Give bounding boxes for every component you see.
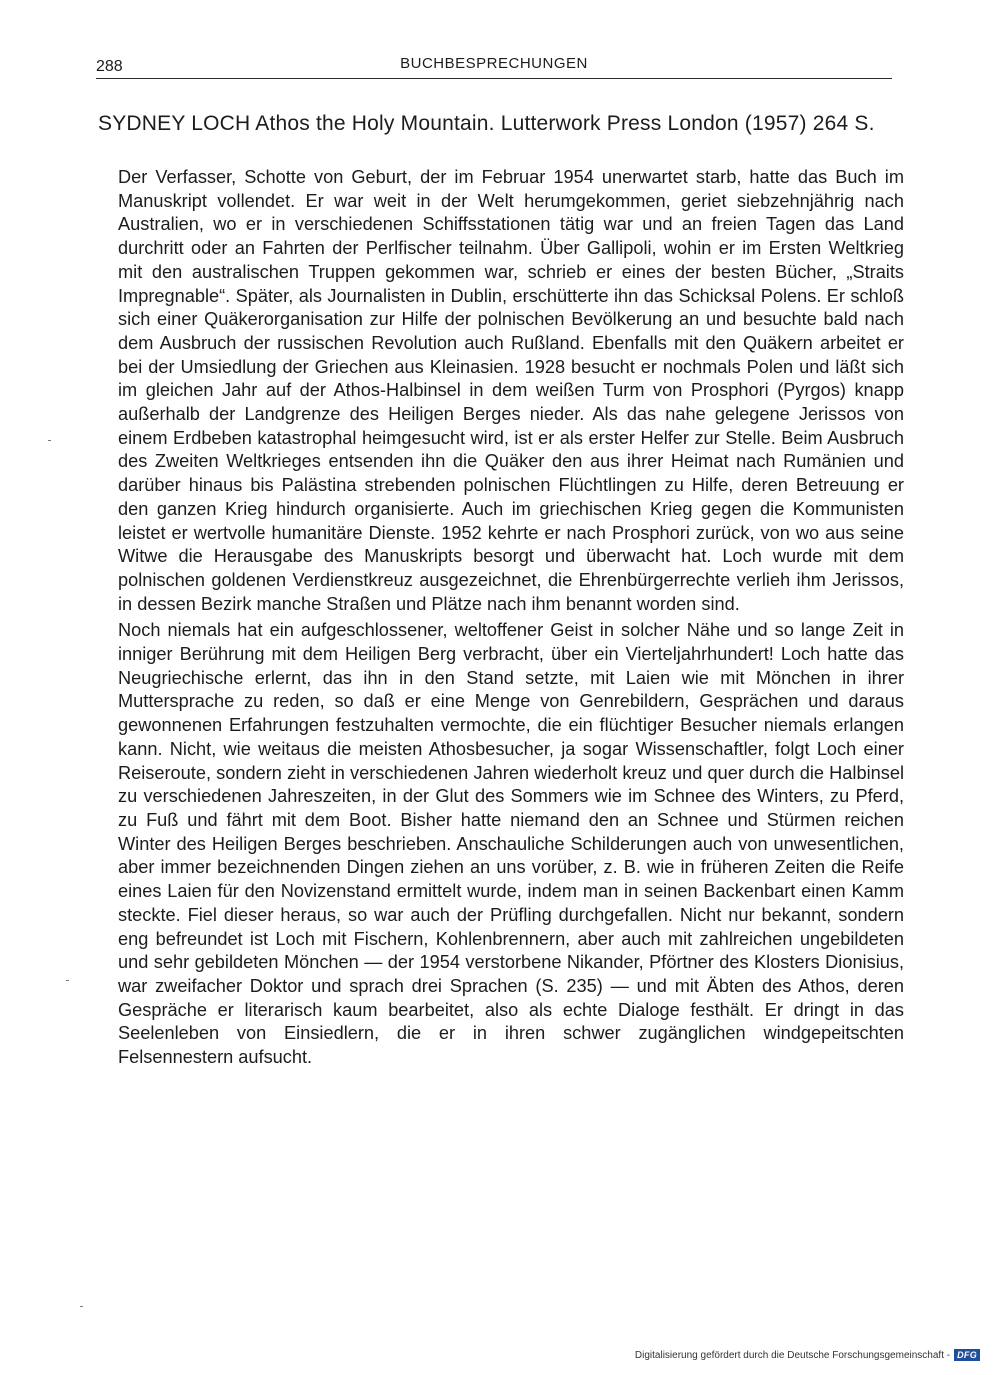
scan-speck bbox=[48, 440, 51, 441]
dfg-logo: DFG bbox=[954, 1349, 980, 1361]
review-body bbox=[118, 166, 904, 1073]
page-header bbox=[96, 54, 892, 79]
page-number: 288 bbox=[96, 58, 123, 75]
review-title: SYDNEY LOCH Athos the Holy Mountain. Lutterwork Press London (1957) 264 S. bbox=[98, 112, 875, 135]
digitization-footer bbox=[635, 1347, 980, 1363]
review-paragraph-1: Der Verfasser, Schotte von Geburt, der im Februar 1954 unerwartet starb, hatte das Buch im Manuskript vollendet. Er war weit in der Welt herumgekommen, geriet siebzehnjährig nach Australien, wo er in verschiedenen Schiffsstationen tätig war und an freien Tagen das Land durchritt oder an Fahrten der Perlfischer teilnahm. Über Gallipoli, wohin er im Ersten Weltkrieg mit den australischen Truppen gekommen war, schrieb er eines der besten Bücher, „Straits Impregnable“. Später, als Journalisten in Dublin, erschütterte ihn das Schicksal Polens. Er schloß sich einer Quäkerorganisation zur Hilfe der polnischen Bevölkerung an und besuchte bald nach dem Ausbruch der russischen Revolution auch Rußland. Ebenfalls mit den Quäkern arbeitet er bei der Umsiedlung der Griechen aus Kleinasien. 1928 besucht er nochmals Polen und läßt sich im gleichen Jahr auf der Athos-Halbinsel in dem weißen Turm von Prosphori (Pyrgos) knapp außerhalb der Landgrenze des Heiligen Berges nieder. Als das nahe gelegene Jerissos von einem Erdbeben katastrophal heimgesucht wird, ist er als erster Helfer zur Stelle. Beim Ausbruch des Zweiten Weltkrieges entsenden ihn die Quäker den aus ihrer Heimat nach Rumänien und darüber hinaus bis Palästina strebenden polnischen Flüchtlingen zu Hilfe, deren Betreuung er den ganzen Krieg hindurch organisierte. Auch im griechischen Krieg gegen die Kommunisten leistet er wertvolle humanitäre Dienste. 1952 kehrte er nach Prosphori zurück, von wo aus seine Witwe die Herausgabe des Manuskripts besorgt und überwacht hat. Loch wurde mit dem polnischen goldenen Verdienstkreuz ausgezeichnet, die Ehrenbürgerrechte verlieh ihm Jerissos, in dessen Bezirk manche Straßen und Plätze nach ihm benannt worden sind. bbox=[118, 167, 904, 614]
review-paragraph-2: Noch niemals hat ein aufgeschlossener, weltoffener Geist in solcher Nähe und so lange Zeit in inniger Berührung mit dem Heiligen Berg verbracht, über ein Vierteljahrhundert! Loch hatte das Neugriechische erlernt, das ihn in den Stand setzte, mit Laien wie mit Mönchen in ihrer Muttersprache zu reden, so daß er eine Menge von Genrebildern, Gesprächen und daraus gewonnenen Erfahrungen festzuhalten vermochte, die ein flüchtiger Besucher niemals erlangen kann. Nicht, wie weitaus die meisten Athosbesucher, ja sogar Wissenschaftler, folgt Loch einer Reiseroute, sondern zieht in verschiedenen Jahren wiederholt kreuz und quer durch die Halbinsel zu verschiedenen Jahreszeiten, in der Glut des Sommers wie im Schnee des Winters, zu Pferd, zu Fuß und fährt mit dem Boot. Bisher hatte niemand den an Schnee und Stürmen reichen Winter des Heiligen Berges beschrieben. Anschauliche Schilderungen auch von unwesentlichen, aber immer bezeichnenden Dingen ziehen an uns vorüber, z. B. wie in früheren Zeiten die Reife eines Laien für den Novizenstand ermittelt wurde, indem man in seinen Backenbart einen Kamm steckte. Fiel dieser heraus, so war auch der Prüfling durchgefallen. Nicht nur bekannt, sondern eng befreundet ist Loch mit Fischern, Kohlenbrennern, aber auch mit zahlreichen ungebildeten und sehr gebildeten Mönchen — der 1954 verstorbene Nikander, Pförtner des Klosters Dionisius, war zweifacher Doktor und sprach drei Sprachen (S. 235) — und mit Äbten des Athos, deren Gespräche er literarisch kaum bearbeitet, also als echte Dialoge festhält. Er dringt in das Seelenleben von Einsiedlern, die er in ihren schwer zugänglichen windgepeitschten Felsennestern aufsucht. bbox=[118, 620, 904, 1068]
scan-speck bbox=[80, 1306, 83, 1307]
scan-speck bbox=[66, 980, 69, 981]
running-head: BUCHBESPRECHUNGEN bbox=[400, 55, 588, 72]
digitization-credit: Digitalisierung gefördert durch die Deutsche Forschungsgemeinschaft - bbox=[634, 1349, 951, 1361]
